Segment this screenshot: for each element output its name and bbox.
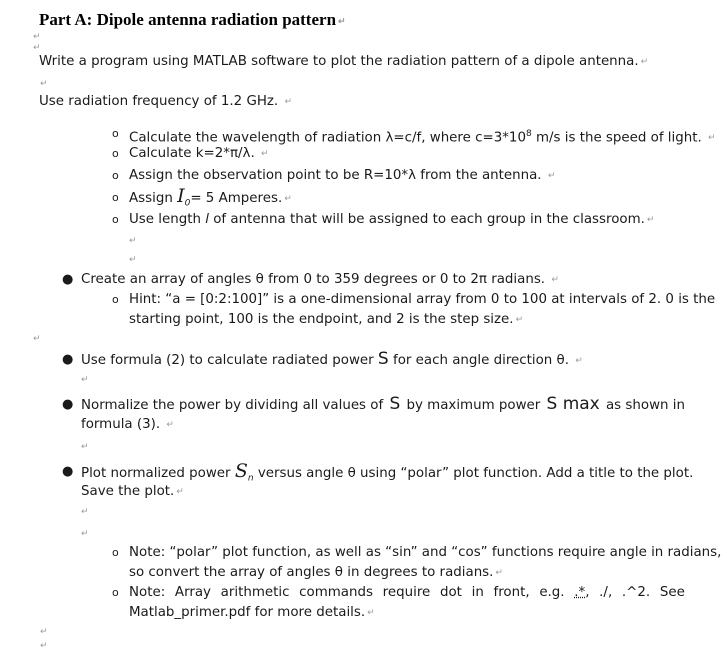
plot-line-2: Save the plot. ↵ [81, 484, 184, 499]
plot-line-1: Plot normalized power $S_n$ versus angle θ using “polar” plot function. Add a title to the plot. [81, 460, 694, 484]
bullet-dot: ● [62, 397, 74, 412]
paragraph-mark: ↵ [40, 641, 48, 651]
paragraph-mark: ↵ [33, 43, 41, 53]
normalize-line-1: Normalize the power by dividing all values of S by maximum power S max as shown in [81, 394, 685, 414]
circle-bullet: o [112, 546, 119, 559]
hint-line-1: Hint: “a = [0:2:100]” is a one-dimensional array from 0 to 100 at intervals of 2. 0 is the [129, 292, 716, 307]
note-1-line-1: Note: “polar” plot function, as well as “sin” and “cos” functions require angle in radians, [129, 545, 722, 560]
paragraph-mark: ↵ [129, 255, 137, 265]
bullet-dot: ● [62, 464, 74, 479]
intro-text: Write a program using MATLAB software to plot the radiation pattern of a dipole antenna. ↵ [39, 54, 649, 69]
current-item: Assign $I_0= 5$ Amperes. ↵ [129, 185, 292, 209]
paragraph-mark: ↵ [40, 627, 48, 637]
paragraph-mark: ↵ [81, 529, 89, 539]
circle-bullet: o [112, 586, 119, 599]
circle-bullet: o [112, 213, 119, 226]
frequency-text: Use radiation frequency of 1.2 GHz. ↵ [39, 94, 292, 109]
r-item: Assign the observation point to be R=10*λ from the antenna. ↵ [129, 168, 556, 183]
paragraph-mark: ↵ [81, 507, 89, 517]
paragraph-mark: ↵ [81, 442, 89, 452]
paragraph-mark: ↵ [81, 375, 89, 385]
note-2-line-2: Matlab_primer.pdf for more details. ↵ [129, 605, 375, 620]
circle-bullet: o [112, 191, 119, 204]
paragraph-mark: ↵ [129, 236, 137, 246]
circle-bullet: o [112, 169, 119, 182]
hint-line-2: starting point, 100 is the endpoint, and 2 is the step size. ↵ [129, 312, 524, 327]
k-item: Calculate k=2*π/λ. ↵ [129, 146, 269, 161]
note-2-line-1: Note: Array arithmetic commands require dot in front, e.g. .*, ./, .^2. See [129, 585, 685, 600]
bullet-dot: ● [62, 272, 74, 287]
angles-item: Create an array of angles θ from 0 to 359 degrees or 0 to 2π radians. ↵ [81, 272, 559, 287]
length-item: Use length l of antenna that will be assigned to each group in the classroom. ↵ [129, 212, 655, 227]
page-title: Part A: Dipole antenna radiation pattern ↵ [39, 10, 346, 29]
circle-bullet: o [112, 127, 119, 140]
note-1-line-2: so convert the array of angles θ in degrees to radians. ↵ [129, 565, 503, 580]
paragraph-mark: ↵ [33, 334, 41, 344]
paragraph-mark: ↵ [33, 32, 41, 42]
paragraph-mark: ↵ [40, 79, 48, 89]
bullet-dot: ● [62, 352, 74, 367]
circle-bullet: o [112, 147, 119, 160]
formula-item: Use formula (2) to calculate radiated power S for each angle direction θ. ↵ [81, 349, 583, 369]
wavelength-item: Calculate the wavelength of radiation λ=c/f, where $c=3*10^8$ m/s is the speed of light. ↵ [129, 129, 716, 146]
circle-bullet: o [112, 293, 119, 306]
normalize-line-2: formula (3). ↵ [81, 417, 174, 432]
